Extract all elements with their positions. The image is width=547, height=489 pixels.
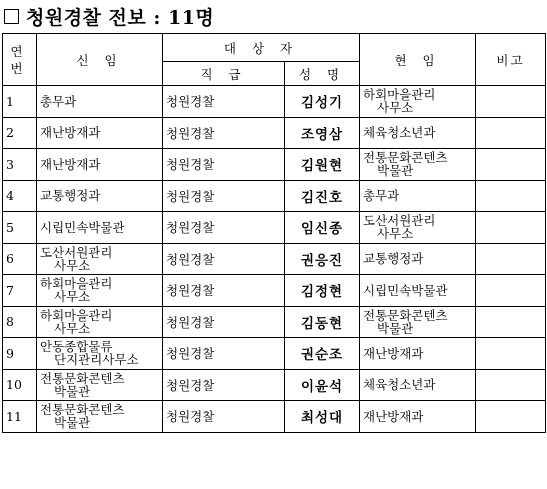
name-cell: 최성대: [285, 401, 360, 433]
new-post-cell: [37, 180, 163, 212]
name-cell: 김동현: [285, 306, 360, 338]
serial-number-cell: 1: [3, 86, 37, 118]
table-body: [3, 86, 546, 433]
new-post-cell-line: 하회마을관리: [40, 276, 113, 292]
header-current-post: 현 임: [360, 34, 476, 86]
grade-cell: 청원경찰: [163, 306, 285, 338]
table-row: [3, 306, 546, 338]
current-post-cell: [360, 369, 476, 401]
new-post-cell-text: [40, 403, 159, 429]
name-cell: 김원현: [285, 149, 360, 181]
serial-number-cell: 7: [3, 275, 37, 307]
new-post-cell-text: 시립민속박물관: [40, 219, 125, 235]
current-post-cell-line: 하회마을관리: [363, 87, 436, 103]
name-cell: 권순조: [285, 338, 360, 370]
grade-cell: 청원경찰: [163, 117, 285, 149]
new-post-cell: [37, 306, 163, 338]
current-post-cell-text: 재난방재과: [363, 408, 424, 424]
new-post-cell-line: 하회마을관리: [40, 307, 113, 323]
new-post-cell: [37, 401, 163, 433]
new-post-cell-text: [40, 340, 159, 366]
current-post-cell-text: [363, 309, 472, 335]
name-cell: 권응진: [285, 243, 360, 275]
header-target: 대 상 자: [163, 34, 360, 62]
grade-cell: 청원경찰: [163, 338, 285, 370]
current-post-cell-text: 체육청소년과: [363, 377, 436, 393]
current-post-cell-text: 재난방재과: [363, 345, 424, 361]
remarks-cell: [476, 338, 546, 370]
serial-number-cell: 8: [3, 306, 37, 338]
title-text: 청원경찰 전보 : 11명: [26, 6, 215, 29]
grade-cell: 청원경찰: [163, 275, 285, 307]
current-post-cell-line: 사무소: [377, 226, 414, 242]
remarks-cell: [476, 306, 546, 338]
remarks-cell: [476, 243, 546, 275]
new-post-cell-text: [40, 372, 159, 398]
header-row: [3, 34, 546, 62]
current-post-cell-line: 도산서원관리: [363, 213, 436, 229]
new-post-cell-text: 총무과: [40, 93, 77, 109]
transfer-table: [2, 33, 546, 433]
current-post-cell: [360, 149, 476, 181]
new-post-cell-line: 사무소: [54, 320, 91, 336]
current-post-cell-line: 박물관: [377, 163, 414, 179]
serial-number-cell: 5: [3, 212, 37, 244]
new-post-cell-line: 도산서원관리: [40, 244, 113, 260]
grade-cell: 청원경찰: [163, 369, 285, 401]
header-serial-line1: 연: [10, 43, 29, 59]
current-post-cell: [360, 338, 476, 370]
current-post-cell-text: 체육청소년과: [363, 125, 436, 141]
grade-cell: 청원경찰: [163, 86, 285, 118]
remarks-cell: [476, 180, 546, 212]
remarks-cell: [476, 117, 546, 149]
new-post-cell-line: 사무소: [54, 257, 91, 273]
remarks-cell: [476, 212, 546, 244]
current-post-cell: [360, 117, 476, 149]
table-row: [3, 117, 546, 149]
header-new-post: 신 임: [37, 34, 163, 86]
current-post-cell-text: [363, 214, 472, 240]
new-post-cell-text: 교통행정과: [40, 188, 101, 204]
header-serial-line2: 번: [10, 60, 29, 76]
new-post-cell-text: [40, 277, 159, 303]
table-row: [3, 369, 546, 401]
new-post-cell-text: [40, 246, 159, 272]
checkbox-square-icon: [4, 9, 19, 24]
new-post-cell: [37, 212, 163, 244]
new-post-cell: [37, 369, 163, 401]
serial-number-cell: 11: [3, 401, 37, 433]
new-post-cell: [37, 275, 163, 307]
current-post-cell-line: 전통문화콘텐츠: [363, 150, 448, 166]
name-cell: 김정현: [285, 275, 360, 307]
new-post-cell-line: 사무소: [54, 289, 91, 305]
current-post-cell-line: 박물관: [377, 320, 414, 336]
table-row: [3, 275, 546, 307]
remarks-cell: [476, 149, 546, 181]
remarks-cell: [476, 401, 546, 433]
new-post-cell-line: 전통문화콘텐츠: [40, 370, 125, 386]
current-post-cell: [360, 401, 476, 433]
table-row: [3, 243, 546, 275]
current-post-cell-text: 시립민속박물관: [363, 282, 448, 298]
grade-cell: 청원경찰: [163, 149, 285, 181]
header-grade: 직 급: [163, 62, 285, 86]
new-post-cell: [37, 338, 163, 370]
table-row: [3, 401, 546, 433]
table-row: [3, 86, 546, 118]
name-cell: 김진호: [285, 180, 360, 212]
serial-number-cell: 4: [3, 180, 37, 212]
table-row: [3, 338, 546, 370]
new-post-cell-text: 재난방재과: [40, 125, 101, 141]
current-post-cell: [360, 180, 476, 212]
current-post-cell-text: 총무과: [363, 188, 400, 204]
header-serial-number: [3, 34, 37, 86]
current-post-cell: [360, 275, 476, 307]
serial-number-cell: 9: [3, 338, 37, 370]
table-row: [3, 212, 546, 244]
new-post-cell-line: 안동종합물류: [40, 339, 113, 355]
grade-cell: 청원경찰: [163, 243, 285, 275]
remarks-cell: [476, 369, 546, 401]
serial-number-cell: 2: [3, 117, 37, 149]
name-cell: 이윤석: [285, 369, 360, 401]
new-post-cell: [37, 243, 163, 275]
name-cell: 김성기: [285, 86, 360, 118]
new-post-cell-text: [40, 309, 159, 335]
header-name: 성 명: [285, 62, 360, 86]
current-post-cell: [360, 86, 476, 118]
remarks-cell: [476, 86, 546, 118]
new-post-cell-line: 단지관리사무소: [54, 352, 139, 368]
current-post-cell: [360, 212, 476, 244]
new-post-cell-line: 박물관: [54, 383, 91, 399]
new-post-cell: [37, 86, 163, 118]
new-post-cell-text: 재난방재과: [40, 156, 101, 172]
grade-cell: 청원경찰: [163, 212, 285, 244]
current-post-cell-line: 전통문화콘텐츠: [363, 307, 448, 323]
new-post-cell: [37, 149, 163, 181]
current-post-cell-text: [363, 151, 472, 177]
remarks-cell: [476, 275, 546, 307]
serial-number-cell: 3: [3, 149, 37, 181]
name-cell: 조영삼: [285, 117, 360, 149]
name-cell: 임신종: [285, 212, 360, 244]
current-post-cell-text: 교통행정과: [363, 251, 424, 267]
new-post-cell-line: 박물관: [54, 415, 91, 431]
table-row: [3, 180, 546, 212]
document-title: [4, 2, 214, 30]
new-post-cell-line: 전통문화콘텐츠: [40, 402, 125, 418]
table-row: [3, 149, 546, 181]
serial-number-cell: 6: [3, 243, 37, 275]
current-post-cell: [360, 243, 476, 275]
current-post-cell: [360, 306, 476, 338]
header-remarks: 비고: [476, 34, 546, 86]
new-post-cell: [37, 117, 163, 149]
grade-cell: 청원경찰: [163, 401, 285, 433]
grade-cell: 청원경찰: [163, 180, 285, 212]
serial-number-cell: 10: [3, 369, 37, 401]
current-post-cell-text: [363, 88, 472, 114]
current-post-cell-line: 사무소: [377, 100, 414, 116]
